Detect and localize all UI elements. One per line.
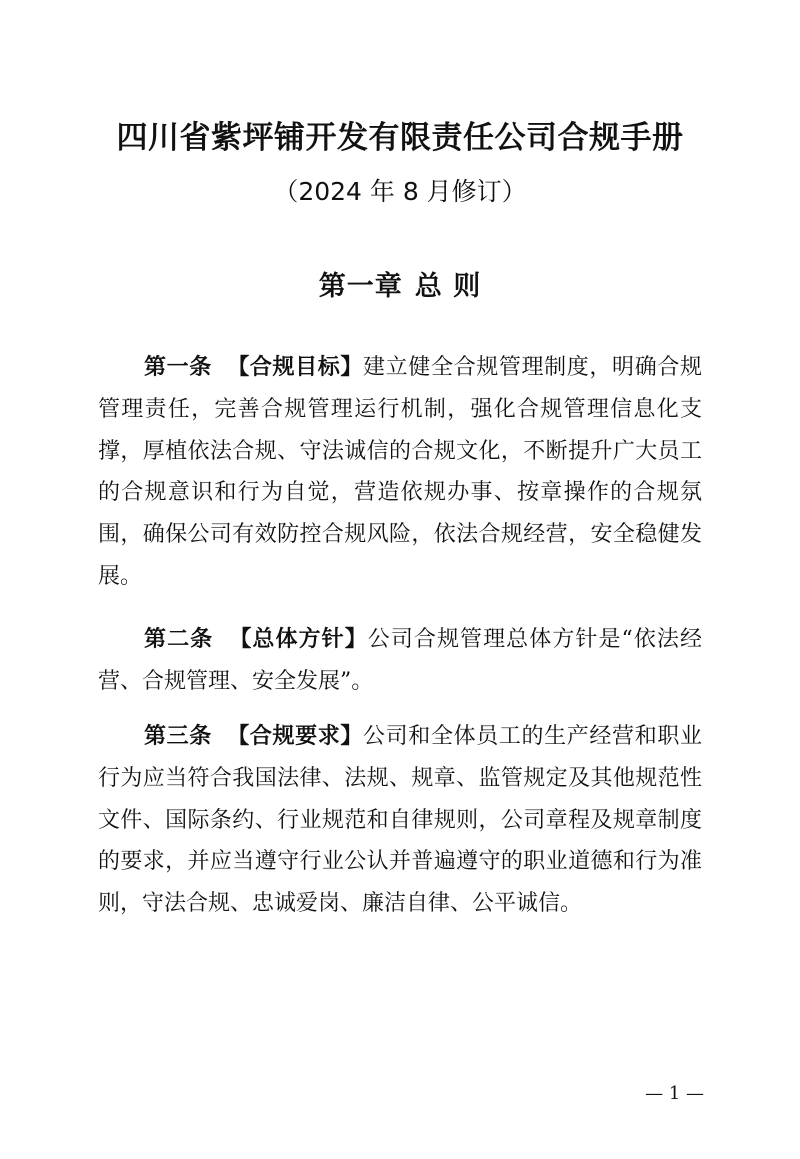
article-1-number: 第一条 — [144, 355, 212, 380]
chapter-number: 第一章 — [318, 271, 403, 302]
document-title: 四川省紫坪铺开发有限责任公司合规手册 — [116, 120, 684, 156]
article-3 — [98, 716, 702, 925]
article-2-text: 公司合规管理总体方针是“依法经营、合规管理、安全发展”。 — [98, 627, 702, 694]
article-2 — [98, 619, 702, 703]
article-3-heading: 【合规要求】 — [227, 724, 364, 749]
article-1 — [98, 347, 702, 598]
page-number: — 1 — — [645, 1083, 704, 1104]
chapter-title — [0, 264, 800, 303]
article-3-text: 公司和全体员工的生产经营和职业行为应当符合我国法律、法规、规章、监管规定及其他规范性文件、国际条约、行业规范和自律规则，公司章程及规章制度的要求，并应当遵守行业公认并普遍遵守的职业道德和行为准则，守法合规、忠诚爱岗、廉洁自律、公平诚信。 — [98, 724, 702, 917]
article-1-heading: 【合规目标】 — [227, 355, 364, 380]
article-3-number: 第三条 — [144, 724, 212, 749]
article-1-text: 建立健全合规管理制度，明确合规管理责任，完善合规管理运行机制，强化合规管理信息化支撑，厚植依法合规、守法诚信的合规文化，不断提升广大员工的合规意识和行为自觉，营造依规办事、按章操作的合规氛围，确保公司有效防控合规风险，依法合规经营，安全稳健发展。 — [98, 355, 702, 589]
article-2-heading: 【总体方针】 — [229, 627, 368, 652]
article-2-number: 第二条 — [144, 627, 214, 652]
revision-date: （2024 年 8 月修订） — [273, 177, 527, 206]
chapter-name: 总 则 — [414, 271, 482, 302]
